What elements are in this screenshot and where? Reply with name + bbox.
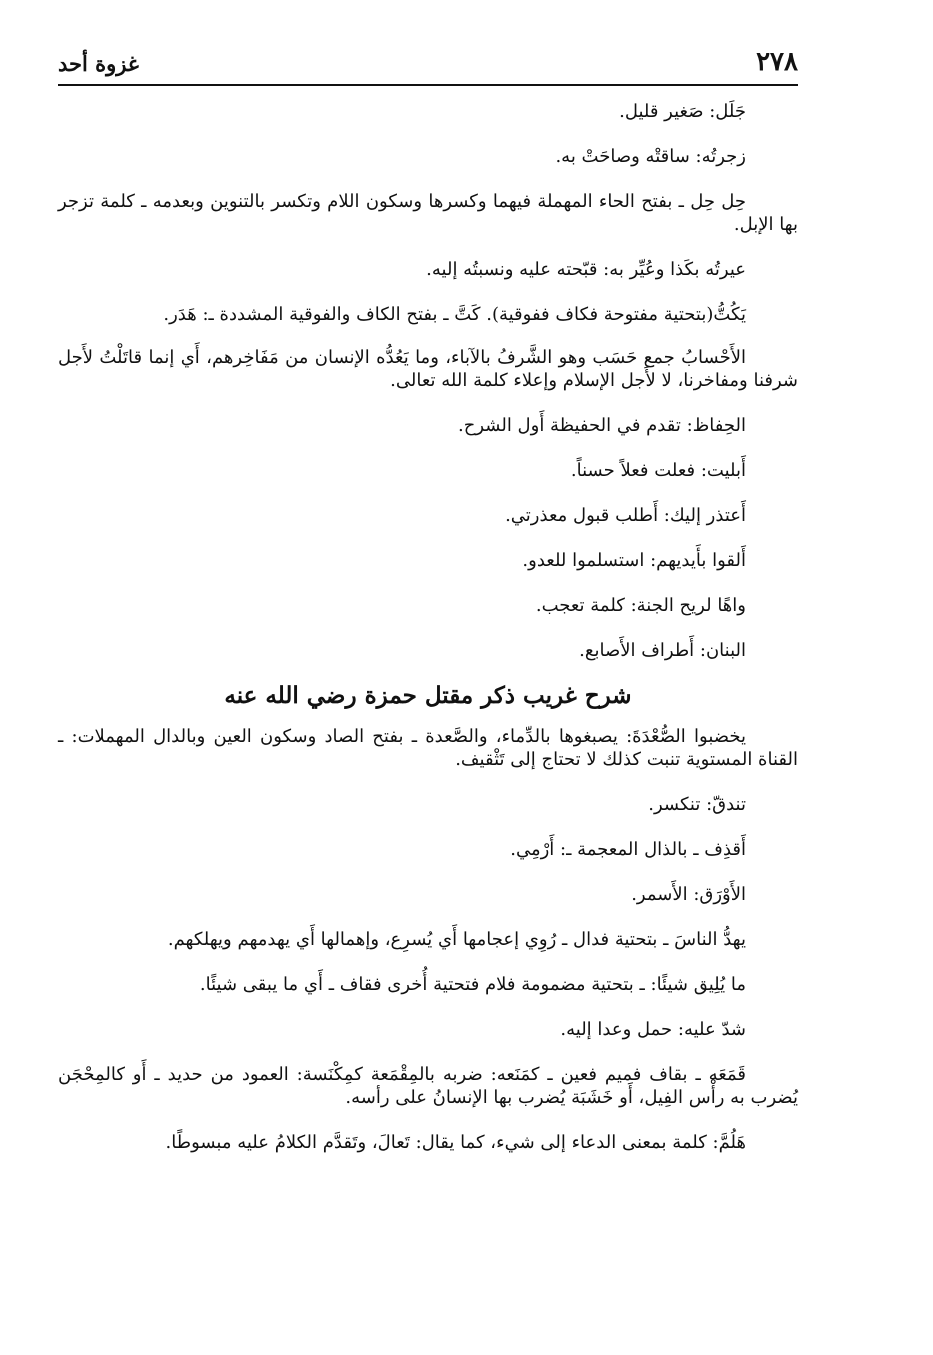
glossary-entry: البنان: أَطراف الأَصابع.: [579, 640, 746, 661]
glossary-entry: يهدُّ الناسَ ـ بتحتية فدال ـ رُوِي إعجامها أَي يُسرِع، وإهمالها أَي يهدمهم ويهلكهم.: [167, 929, 746, 950]
page-header: [58, 44, 798, 86]
glossary-entry: الأَوْرَق: الأَسمر.: [631, 884, 746, 905]
glossary-entry: زجرتُه: ساقتْه وصاحَتْ به.: [555, 146, 746, 167]
glossary-entry: أَقذِف ـ بالذال المعجمة ـ: أَرْمِي.: [510, 839, 746, 860]
page-body: [58, 100, 798, 1176]
running-title: غزوة أحد: [58, 51, 139, 76]
glossary-entry: ما يُلِيق شيئًا: ـ بتحتية مضمومة فلام فتحتية أُخرى فقاف ـ أَي ما يبقى شيئًا.: [199, 974, 746, 995]
page-number: ٢٧٨: [756, 47, 798, 77]
glossary-entry: واهًا لريح الجنة: كلمة تعجب.: [535, 595, 746, 616]
glossary-entry: حِل حِل ـ بفتح الحاء المهملة فيهما وكسرها وسكون اللام وتكسر بالتنوين وبعدمه ـ كلمة تزجر بها الإبل.: [58, 191, 798, 235]
glossary-entry: تندقّ: تنكسر.: [648, 794, 746, 815]
glossary-entry: الأَحْسابُ جمع حَسَب وهو الشَّرفُ بالآباء، وما يَعُدُّه الإنسان من مَفَاخِرهم، أَي إنما قاتَلْتُ لأَجل شرفنا ومفاخرنا، لا لأَجل الإسلام وإعلاء كلمة الله تعالى.: [58, 347, 798, 391]
glossary-entry: أَعتذر إليك: أَطلب قبول معذرتي.: [505, 505, 746, 526]
glossary-entry: شدّ عليه: حمل وعدا إليه.: [560, 1019, 746, 1040]
glossary-entry: جَلَل: صَغير قليل.: [619, 101, 746, 122]
glossary-entry: قَمَعَه ـ بقاف فميم فعين ـ كمَنَعه: ضربه بالمِقْمَعة كمِكْنَسة: العمود من حديد ـ أَو كالمِحْجَن يُضرب به رأْس الفِيل، أَو خَشَبَة يُضرب بها الإنسانُ على رأسه.: [58, 1064, 798, 1108]
glossary-entry: يخضبوا الصُّعْدَةَ: يصبغوها بالدِّماء، والصَّعدة ـ بفتح الصاد وسكون العين وبالدال المهملات: ـ القناة المستوية تنبت كذلك لا تحتاج إلى تَثْقيف.: [58, 726, 798, 770]
glossary-entry: أَلقوا بأَيديهم: استسلموا للعدو.: [522, 550, 746, 571]
glossary-entry: يَكُتُّ(بتحتية مفتوحة فكاف ففوقية). كَتَّ ـ بفتح الكاف والفوقية المشددة ـ: هَدَر.: [163, 304, 746, 325]
glossary-entry: عيرتُه بكَذا وعُيِّر به: قبّحته عليه ونسبتُه إليه.: [426, 259, 746, 280]
section-heading: شرح غريب ذكر مقتل حمزة رضي الله عنه: [224, 682, 632, 709]
glossary-entry: هَلُمَّ: كلمة بمعنى الدعاء إلى شيء، كما يقال: تَعالَ، وتَقدَّم الكلامُ عليه مبسوطًا.: [165, 1132, 746, 1153]
glossary-entry: أَبليت: فعلت فعلاً حسناً.: [570, 460, 746, 481]
glossary-entry: الحِفاظ: تقدم في الحفيظة أَول الشرح.: [458, 415, 746, 436]
